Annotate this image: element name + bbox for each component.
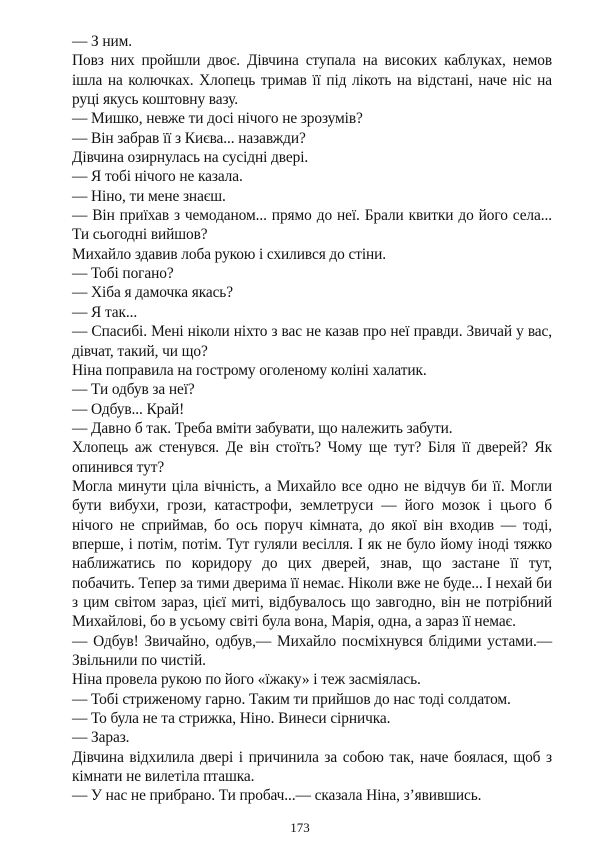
paragraph: Ніна поправила на гострому оголеному коліні халатик.: [72, 361, 427, 379]
paragraph: — Давно б так. Треба вміти забувати, що належить забути.: [72, 419, 453, 437]
paragraph: — Ти одбув за неї?: [72, 381, 195, 399]
paragraph: — Я так...: [72, 303, 138, 321]
paragraph: — Одбув... Край!: [72, 400, 185, 418]
body-text: [72, 32, 552, 806]
page-number: 173: [290, 820, 310, 835]
paragraph: — Спасибі. Мені ніколи ніхто з вас не казав про неї правди. Звичай у вас, дівчат, такий, чи що?: [72, 323, 552, 360]
paragraph: — Ніно, ти мене знаєш.: [72, 187, 226, 205]
paragraph: — Хіба я дамочка якась?: [72, 284, 233, 302]
paragraph: Могла минути ціла вічність, а Михайло все одно не відчув би її. Могли бути вибухи, грози, катастрофи, землетруси — його мозок і цього б нічого не сприймав, бо ось поруч кімната, до якої він входив — тоді, вперше, і потім, потім. Тут гуляли весілля. І як не було йому іноді тяжко наближатись по коридору до цих дверей, знав, що застане її тут, побачить. Тепер за тими дверима її немає. Ніколи вже не буде... І нехай би з цим світом зараз, цієї миті, відбувалось що завгодно, він не потрібний Михайлові, бо в усьому світі була вона, Марія, одна, а зараз її немає.: [72, 477, 552, 631]
paragraph: — Я тобі нічого не казала.: [72, 168, 243, 186]
paragraph: Михайло здавив лоба рукою і схилився до стіни.: [72, 245, 387, 263]
paragraph: Дівчина озирнулась на сусідні двері.: [72, 149, 309, 167]
paragraph: Ніна провела рукою по його «їжаку» і теж засміялась.: [72, 671, 421, 689]
paragraph: Дівчина відхилила двері і причинила за собою так, наче боялася, щоб з кімнати не вилетіла пташка.: [72, 748, 552, 786]
paragraph: — То була не та стрижка, Ніно. Винеси сірничка.: [72, 710, 391, 728]
paragraph: — Тобі стриженому гарно. Таким ти прийшов до нас тоді солдатом.: [72, 690, 511, 708]
paragraph: — Тобі погано?: [72, 265, 174, 283]
paragraph: — З ним.: [72, 33, 133, 50]
paragraph: — Одбув! Звичайно, одбув,— Михайло посміхнувся блідими устами.—Звільнили по чистій.: [72, 632, 552, 669]
paragraph: — Він забрав її з Києва... назавжди?: [72, 129, 306, 147]
paragraph: — Він приїхав з чемоданом... прямо до неї. Брали квитки до його села... Ти сьогодні вийшов?: [72, 207, 552, 244]
paragraph: — Мишко, невже ти досі нічого не зрозумів?: [72, 110, 363, 128]
paragraph: — Зараз.: [72, 729, 130, 747]
paragraph: Повз них пройшли двоє. Дівчина ступала на високих каблуках, немов ішла на колючках. Хлопець тримав її під лікоть на відстані, наче ніс на руці якусь коштовну вазу.: [72, 52, 552, 109]
paragraph: Хлопець аж стенувся. Де він стоїть? Чому ще тут? Біля її дверей? Як опинився тут?: [72, 439, 552, 476]
paragraph: — У нас не прибрано. Ти пробач...— сказала Ніна, з’явившись.: [72, 787, 482, 805]
